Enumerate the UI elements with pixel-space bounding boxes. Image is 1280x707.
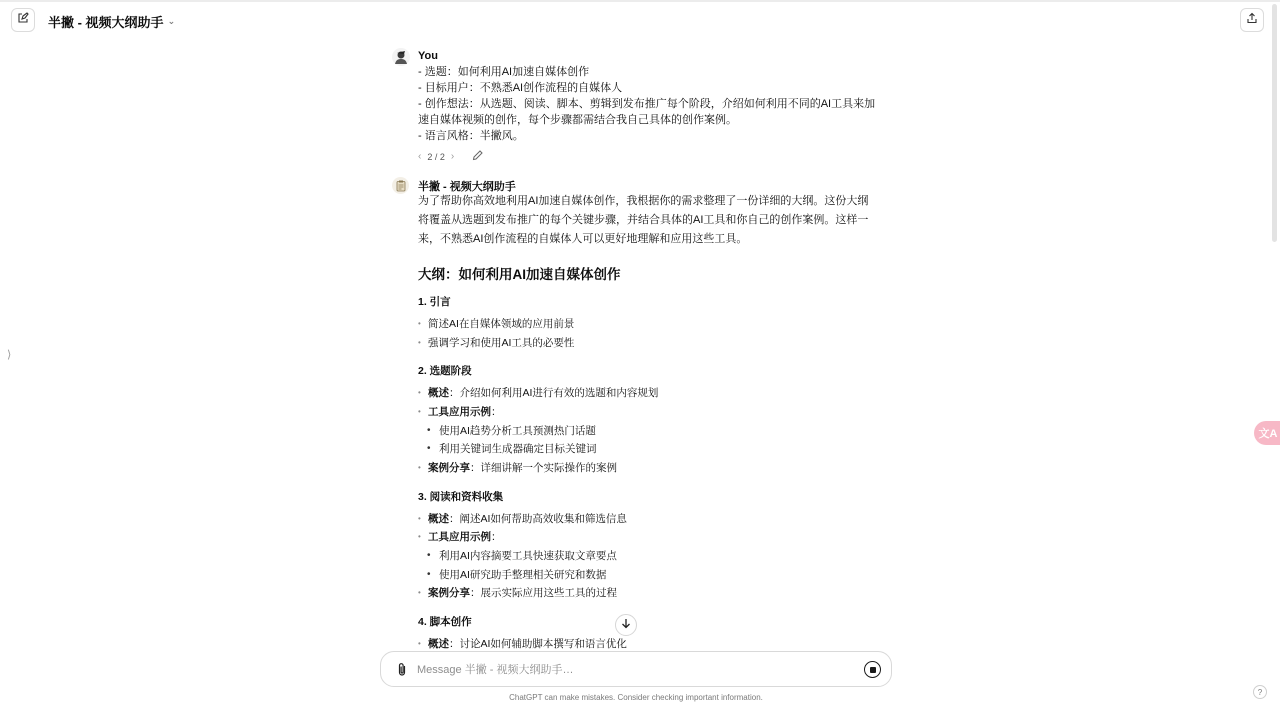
disclaimer-text: ChatGPT can make mistakes. Consider checking important information. xyxy=(509,693,763,702)
user-message-line: - 语言风格：半撇风。 xyxy=(418,130,524,142)
section-heading: 4. 脚本创作 xyxy=(418,616,472,628)
list-item: • 使用AI趋势分析工具预测热门话题 xyxy=(427,425,596,437)
list-item: • 工具应用示例： xyxy=(418,531,502,543)
list-item: • 工具应用示例： xyxy=(418,406,502,418)
help-button[interactable] xyxy=(1253,685,1267,699)
section-heading: 3. 阅读和资料收集 xyxy=(418,491,504,503)
model-title: 半撇 - 视频大纲助手 xyxy=(48,15,164,30)
user-author-name: You xyxy=(418,50,438,62)
assistant-author-name: 半撇 - 视频大纲助手 xyxy=(418,181,516,193)
translate-button[interactable] xyxy=(1254,421,1280,445)
scrollbar[interactable] xyxy=(1272,4,1277,242)
section-heading: 1. 引言 xyxy=(418,296,451,308)
message-version-pager xyxy=(418,150,483,163)
share-icon xyxy=(1246,11,1258,29)
list-item: • 概述：阐述AI如何帮助高效收集和筛选信息 xyxy=(418,513,627,525)
outline-title: 大纲：如何利用AI加速自媒体创作 xyxy=(418,267,621,282)
list-item: • 使用AI研究助手整理相关研究和数据 xyxy=(427,569,607,581)
list-item: • 案例分享：详细讲解一个实际操作的案例 xyxy=(418,462,617,474)
scroll-to-bottom-button[interactable] xyxy=(615,614,637,636)
list-item: • 概述：介绍如何利用AI进行有效的选题和内容规划 xyxy=(418,387,659,399)
list-item: • 案例分享：展示实际应用这些工具的过程 xyxy=(418,587,617,599)
list-item: • 利用关键词生成器确定目标关键词 xyxy=(427,443,597,455)
message-input[interactable] xyxy=(417,660,847,680)
share-button[interactable] xyxy=(1240,8,1264,32)
user-message-line: - 创作想法：从选题、阅读、脚本、剪辑到发布推广每个阶段，介绍如何利用不同的AI工具来加 xyxy=(418,98,876,110)
edit-icon xyxy=(17,11,29,29)
stop-icon xyxy=(870,667,876,673)
pencil-icon xyxy=(472,150,483,163)
chevron-down-icon: ⌄ xyxy=(167,16,176,26)
version-counter: 2 / 2 xyxy=(427,151,445,162)
message-composer xyxy=(380,651,892,687)
chevron-right-icon[interactable]: › xyxy=(450,151,455,162)
list-item: • 简述AI在自媒体领域的应用前景 xyxy=(418,318,575,330)
question-icon: ? xyxy=(1257,687,1263,697)
section-heading: 2. 选题阶段 xyxy=(418,365,472,377)
user-message-line: - 目标用户：不熟悉AI创作流程的自媒体人 xyxy=(418,82,623,94)
translate-icon: 文A xyxy=(1258,428,1278,440)
user-avatar xyxy=(392,48,410,66)
attach-button[interactable] xyxy=(395,662,409,678)
user-message-line: - 选题：如何利用AI加速自媒体创作 xyxy=(418,66,590,78)
sidebar-toggle-handle[interactable]: ⟩ xyxy=(7,349,12,361)
list-item: • 概述：讨论AI如何辅助脚本撰写和语言优化 xyxy=(418,638,627,650)
user-message-line: 速自媒体视频的创作，每个步骤都需结合我自己具体的创作案例。 xyxy=(418,114,737,126)
chevron-left-icon[interactable]: ‹ xyxy=(418,151,422,162)
assistant-intro: 为了帮助你高效地利用AI加速自媒体创作，我根据你的需求整理了一份详细的大纲。这份大纲将覆盖从选题到发布推广的每个关键步骤，并结合具体的AI工具和你自己的创作案例。这样一来，不熟悉AI创作流程的自媒体人可以更好地理解和应用这些工具。 xyxy=(418,195,869,245)
list-item: • 利用AI内容摘要工具快速获取文章要点 xyxy=(427,550,617,562)
model-selector[interactable] xyxy=(48,12,175,31)
paperclip-icon xyxy=(395,662,409,678)
new-chat-button[interactable] xyxy=(11,8,35,32)
stop-generating-button[interactable] xyxy=(864,661,881,678)
list-item: • 强调学习和使用AI工具的必要性 xyxy=(418,337,575,349)
top-border xyxy=(0,0,1280,2)
arrow-down-icon xyxy=(621,616,631,634)
assistant-avatar xyxy=(392,177,409,194)
edit-message-button[interactable] xyxy=(472,150,483,163)
